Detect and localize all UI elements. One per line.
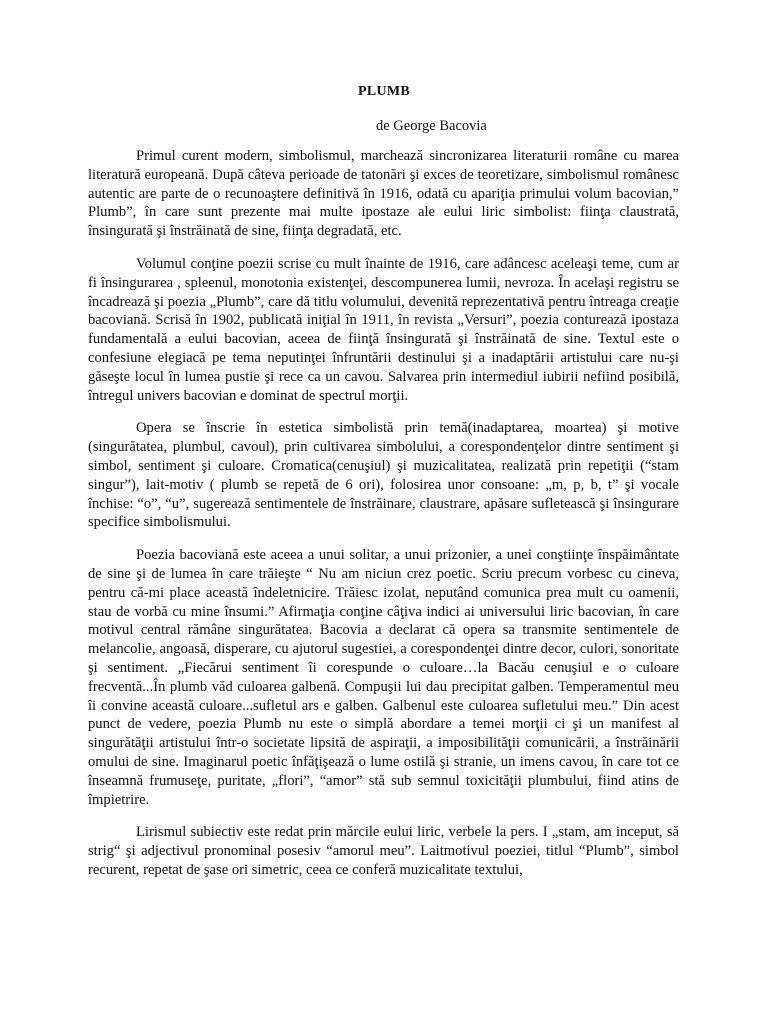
document-body bbox=[88, 147, 679, 894]
paragraph-5: Lirismul subiectiv este redat prin mărcile eului liric, verbele la pers. I „stam, am inceput, să strig“ şi adjectivul pronominal posesiv “amorul meu”. Laitmotivul poeziei, titlul “Plumb”, simbol recurent, repetat de şase ori simetric, ceea ce conferă muzicalitate textului, bbox=[88, 824, 679, 878]
document-author-line: de George Bacovia bbox=[376, 118, 487, 134]
paragraph-4: Poezia bacoviană este aceea a unui solitar, a unui prizonier, a unei conştiinţe înspăimântate de sine şi de lumea în care trăieşte “ Nu am niciun crez poetic. Scriu precum vorbesc cu cineva, pentru că-mi place această îndeletnicire. Trăiesc izolat, neputând comunica prea mult cu oamenii, stau de vorbă cu mine însumi.” Afirmaţia conţine câţiva indici ai universului liric bacovian, în care motivul central rămâne singurătatea. Bacovia a declarat că opera sa transmite sentimentele de melancolie, angoasă, disperare, cu ajutorul sugestiei, a corespondenţei dintre decor, culori, sonoritate şi sentiment. „Fiecărui sentiment îi corespunde o culoare…la Bacău cenuşiul e o culoare frecventă...În plumb văd culoarea galbenă. Compuşii lui dau precipitat galben. Temperamentul meu îi convine această culoare...sufletul ars e galben. Galbenul este culoarea sufletului meu.” Din acest punct de vedere, poezia Plumb nu este o simplă abordare a temei morţii ci şi un manifest al singurătăţii artistului într-o societate lipsită de aspiraţii, a imposibilităţii comunicării, a înstrăinării omului de sine. Imaginarul poetic înfăţişează o lume ostilă şi stranie, un imens cavou, în care tot ce înseamnă frumuseţe, puritate, „flori”, “amor” stă sub semnul toxicităţii plumbului, fiind atins de împietrire. bbox=[88, 547, 679, 808]
paragraph-1: Primul curent modern, simbolismul, marchează sincronizarea literaturii române cu marea literatură europeană. După câteva perioade de tatonări şi exces de teoretizare, simbolismul românesc autentic are parte de o recunoaştere definitivă în 1916, odată cu apariţia primului volum bacovian,” Plumb”, în care sunt prezente mai multe ipostaze ale eului liric simbolist: fiinţa claustrată, însingurată şi înstrăinată de sine, fiinţa degradată, etc. bbox=[88, 148, 679, 240]
paragraph-2: Volumul conţine poezii scrise cu mult înainte de 1916, care adâncesc aceleaşi teme, cum ar fi însingurarea , spleenul, monotonia existenţei, descompunerea lumii, nevroza. În acelaşi registru se încadrează şi poezia „Plumb”, care dă titlu volumului, devenită reprezentativă pentru întreaga creaţie bacoviană. Scrisă în 1902, publicată iniţial în 1911, în revista „Versuri”, poezia conturează ipostaza fundamentală a eului bacovian, aceea de fiinţă însingurată şi înstrăinată de sine. Textul este o confesiune elegiacă pe tema neputinţei înfruntării destinului şi a inadaptării artistului care nu-şi găseşte locul în lumea pustie şi rece ca un cavou. Salvarea prin intermediul iubirii nefiind posibilă, întregul univers bacovian e dominat de spectrul morţii. bbox=[88, 255, 679, 404]
paragraph-3: Opera se înscrie în estetica simbolistă prin temă(inadaptarea, moartea) şi motive (singurătatea, plumbul, cavoul), prin cultivarea simbolului, a corespondenţelor dintre sentiment şi simbol, sentiment şi culoare. Cromatica(cenuşiul) şi muzicalitatea, realizată prin repetiţii (“stam singur”), lait-motiv ( plumb se repetă de 6 ori), folosirea unor consoane: „m, p, b, t” şi vocale închise: “o”, “u”, sugerează sentimentele de înstrăinare, claustrare, apăsare sufletească şi însingurare specifice simbolismului. bbox=[88, 420, 679, 531]
document-title: PLUMB bbox=[357, 84, 411, 99]
